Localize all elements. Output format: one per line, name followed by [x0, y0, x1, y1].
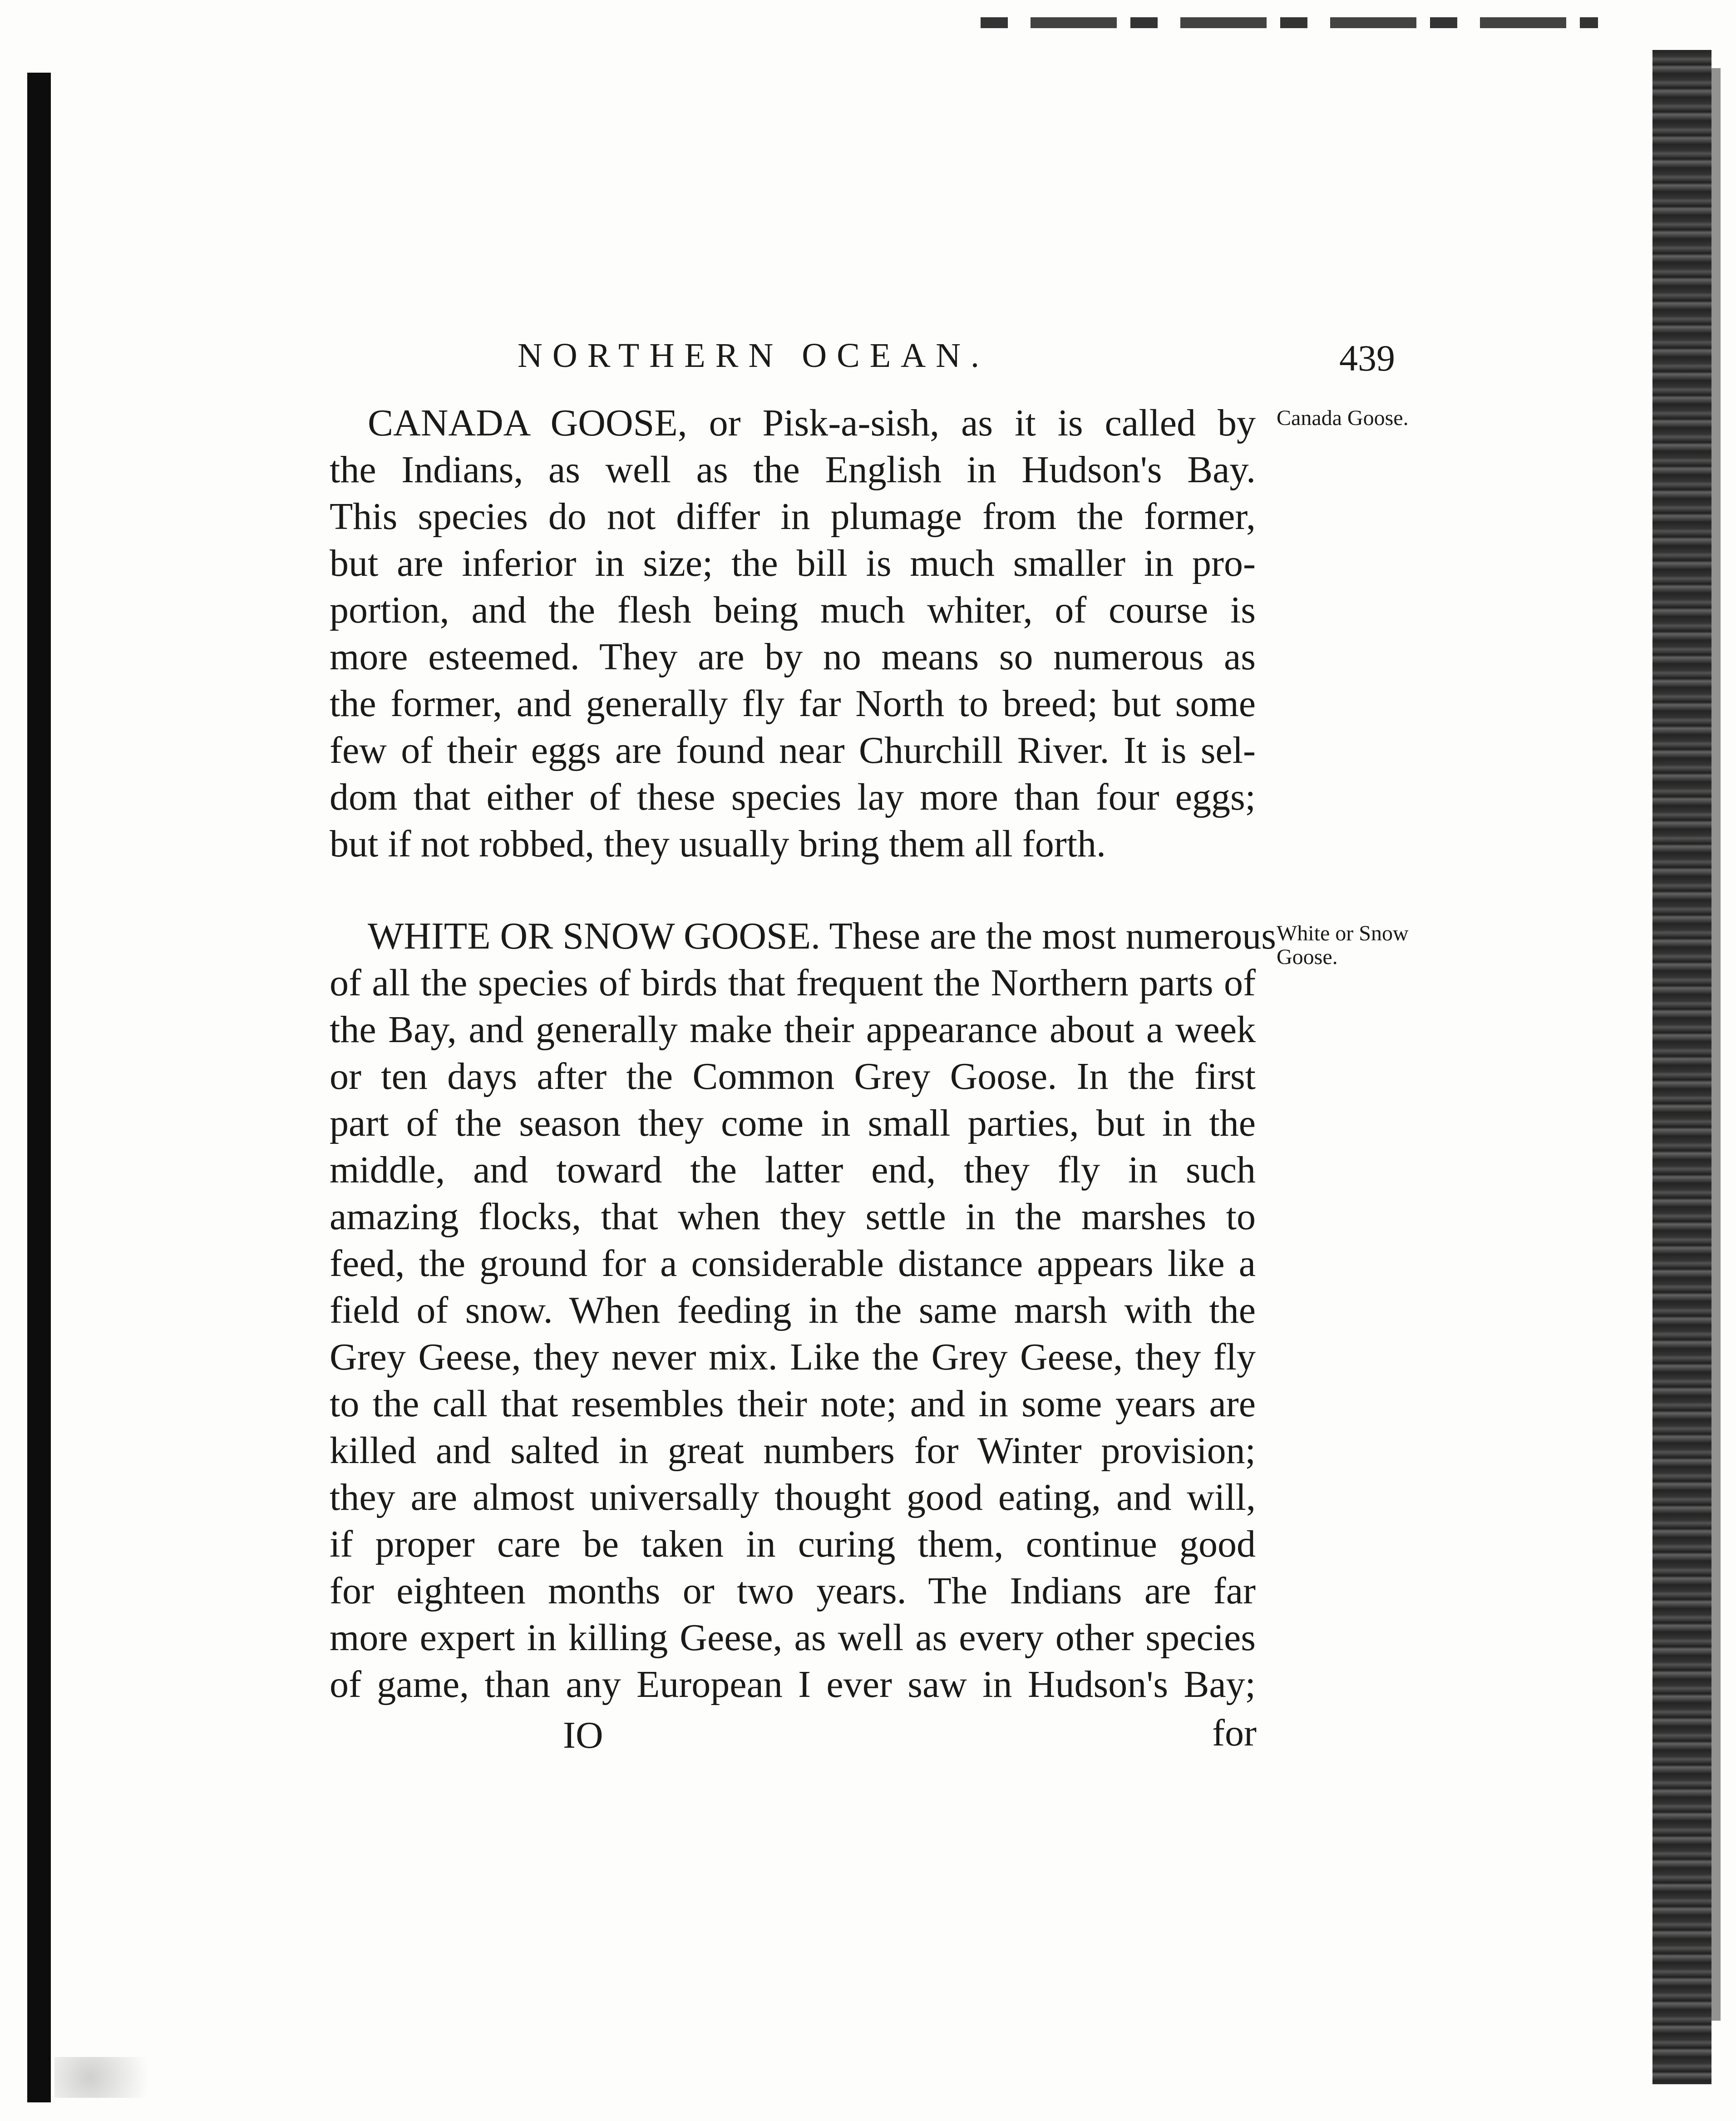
text-line: of all the species of birds that frequent the Northern parts of: [330, 962, 1256, 1004]
running-title: NORTHERN OCEAN.: [518, 336, 989, 375]
signature-mark: IO: [563, 1714, 603, 1756]
text-line: the former, and generally fly far North to breed; but some: [330, 682, 1256, 725]
text-line: the Indians, as well as the English in Hudson's Bay.: [330, 449, 1256, 491]
text-line: more expert in killing Geese, as well as every other species: [330, 1617, 1256, 1659]
text-line: dom that either of these species lay more than four eggs;: [330, 776, 1256, 818]
catchword: for: [1212, 1712, 1257, 1754]
text-line: but are inferior in size; the bill is much smaller in pro-: [330, 542, 1256, 584]
text-line: portion, and the flesh being much whiter, of course is: [330, 589, 1256, 631]
scan-edge-right-shadow: [1711, 68, 1721, 2021]
text-line: Grey Geese, they never mix. Like the Grey Geese, they fly: [330, 1336, 1256, 1378]
text-line: feed, the ground for a considerable distance appears like a: [330, 1242, 1256, 1285]
text-line: for eighteen months or two years. The Indians are far: [330, 1570, 1256, 1612]
text-line: middle, and toward the latter end, they fly in such: [330, 1149, 1256, 1191]
paragraph-canada-goose: [330, 400, 1256, 867]
text-line: part of the season they come in small parties, but in the: [330, 1102, 1256, 1144]
margin-note-canada-goose: Canada Goose.: [1277, 406, 1409, 430]
text-line: This species do not differ in plumage from the former,: [330, 495, 1256, 538]
text-line: field of snow. When feeding in the same marsh with the: [330, 1289, 1256, 1331]
text-line: they are almost universally thought good eating, and will,: [330, 1476, 1256, 1518]
page-number: 439: [1339, 337, 1395, 379]
text-line: if proper care be taken in curing them, continue good: [330, 1523, 1256, 1565]
text-line: amazing flocks, that when they settle in the marshes to: [330, 1196, 1256, 1238]
scan-edge-right: [1652, 50, 1711, 2084]
text-line: WHITE OR SNOW GOOSE. These are the most numerous: [368, 915, 1276, 957]
text-line: more esteemed. They are by no means so numerous as: [330, 636, 1256, 678]
scan-dust: [54, 2057, 173, 2098]
text-line: few of their eggs are found near Churchill River. It is sel-: [330, 729, 1256, 771]
paragraph-snow-goose: [330, 913, 1276, 1708]
text-line: but if not robbed, they usually bring them all forth.: [330, 823, 1106, 865]
text-line: to the call that resembles their note; and in some years are: [330, 1383, 1256, 1425]
margin-note-snow-goose: White or Snow Goose.: [1277, 921, 1409, 969]
text-line: killed and salted in great numbers for Winter provision;: [330, 1429, 1256, 1472]
scan-marks-top: [981, 17, 1598, 28]
text-line: of game, than any European I ever saw in Hudson's Bay;: [330, 1663, 1256, 1706]
text-line: or ten days after the Common Grey Goose. In the first: [330, 1055, 1256, 1098]
text-line: CANADA GOOSE, or Pisk-a-sish, as it is called by: [368, 402, 1256, 444]
text-line: the Bay, and generally make their appearance about a week: [330, 1009, 1256, 1051]
scan-edge-left: [27, 73, 51, 2102]
